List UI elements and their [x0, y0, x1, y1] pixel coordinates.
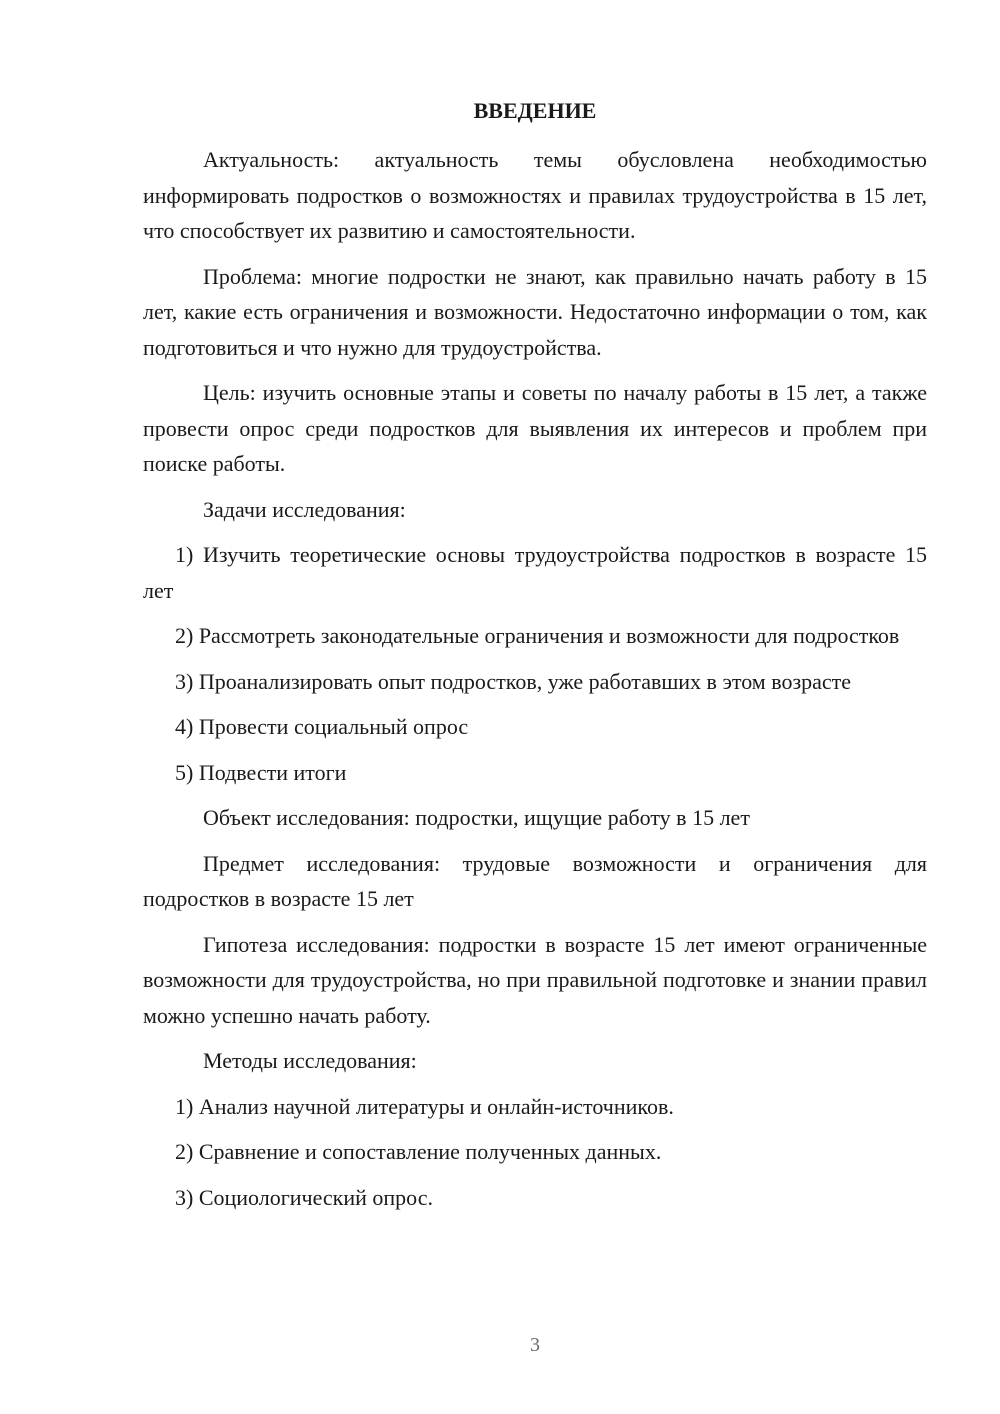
tasks-heading: Задачи исследования:: [203, 496, 406, 522]
page-title: ВВЕДЕНИЕ: [473, 98, 597, 123]
task-item: 4) Провести социальный опрос: [175, 714, 469, 739]
page-number: 3: [530, 1334, 540, 1356]
page-content: [143, 94, 927, 1225]
hypothesis-paragraph: Гипотеза исследования: подростки в возрасте 15 лет имеют ограниченные возможности для трудоустройства, но при правильной подготовке и знании правил можно успешно начать работу.: [143, 931, 927, 1028]
goal-paragraph: Цель: изучить основные этапы и советы по началу работы в 15 лет, а также провести опрос среди подростков для выявления их интересов и проблем при поиске работы.: [143, 380, 927, 476]
task-item: 5) Подвести итоги: [175, 759, 347, 785]
method-item: 2) Сравнение и сопоставление полученных данных.: [175, 1139, 662, 1164]
task-item: 2) Рассмотреть законодательные ограничения и возможности для подростков: [175, 623, 900, 648]
relevance-paragraph: Актуальность: актуальность темы обусловлена необходимостью информировать подростков о возможностях и правилах трудоустройства в 15 лет, что способствует их развитию и самостоятельности.: [143, 147, 927, 243]
task-item: 1) Изучить теоретические основы трудоустройства подростков в возрасте 15 лет: [143, 542, 927, 603]
methods-heading: Методы исследования:: [203, 1048, 417, 1073]
object-paragraph: Объект исследования: подростки, ищущие работу в 15 лет: [203, 805, 750, 830]
method-item: 1) Анализ научной литературы и онлайн-источников.: [175, 1093, 674, 1119]
task-item: 3) Проанализировать опыт подростков, уже работавших в этом возрасте: [175, 668, 852, 694]
subject-paragraph: Предмет исследования: трудовые возможности и ограничения для подростков в возрасте 15 лет: [143, 850, 927, 911]
method-item: 3) Социологический опрос.: [175, 1184, 433, 1210]
problem-paragraph: Проблема: многие подростки не знают, как правильно начать работу в 15 лет, какие есть ограничения и возможности. Недостаточно информации о том, как подготовиться и что нужно для трудоустройства.: [143, 263, 927, 360]
